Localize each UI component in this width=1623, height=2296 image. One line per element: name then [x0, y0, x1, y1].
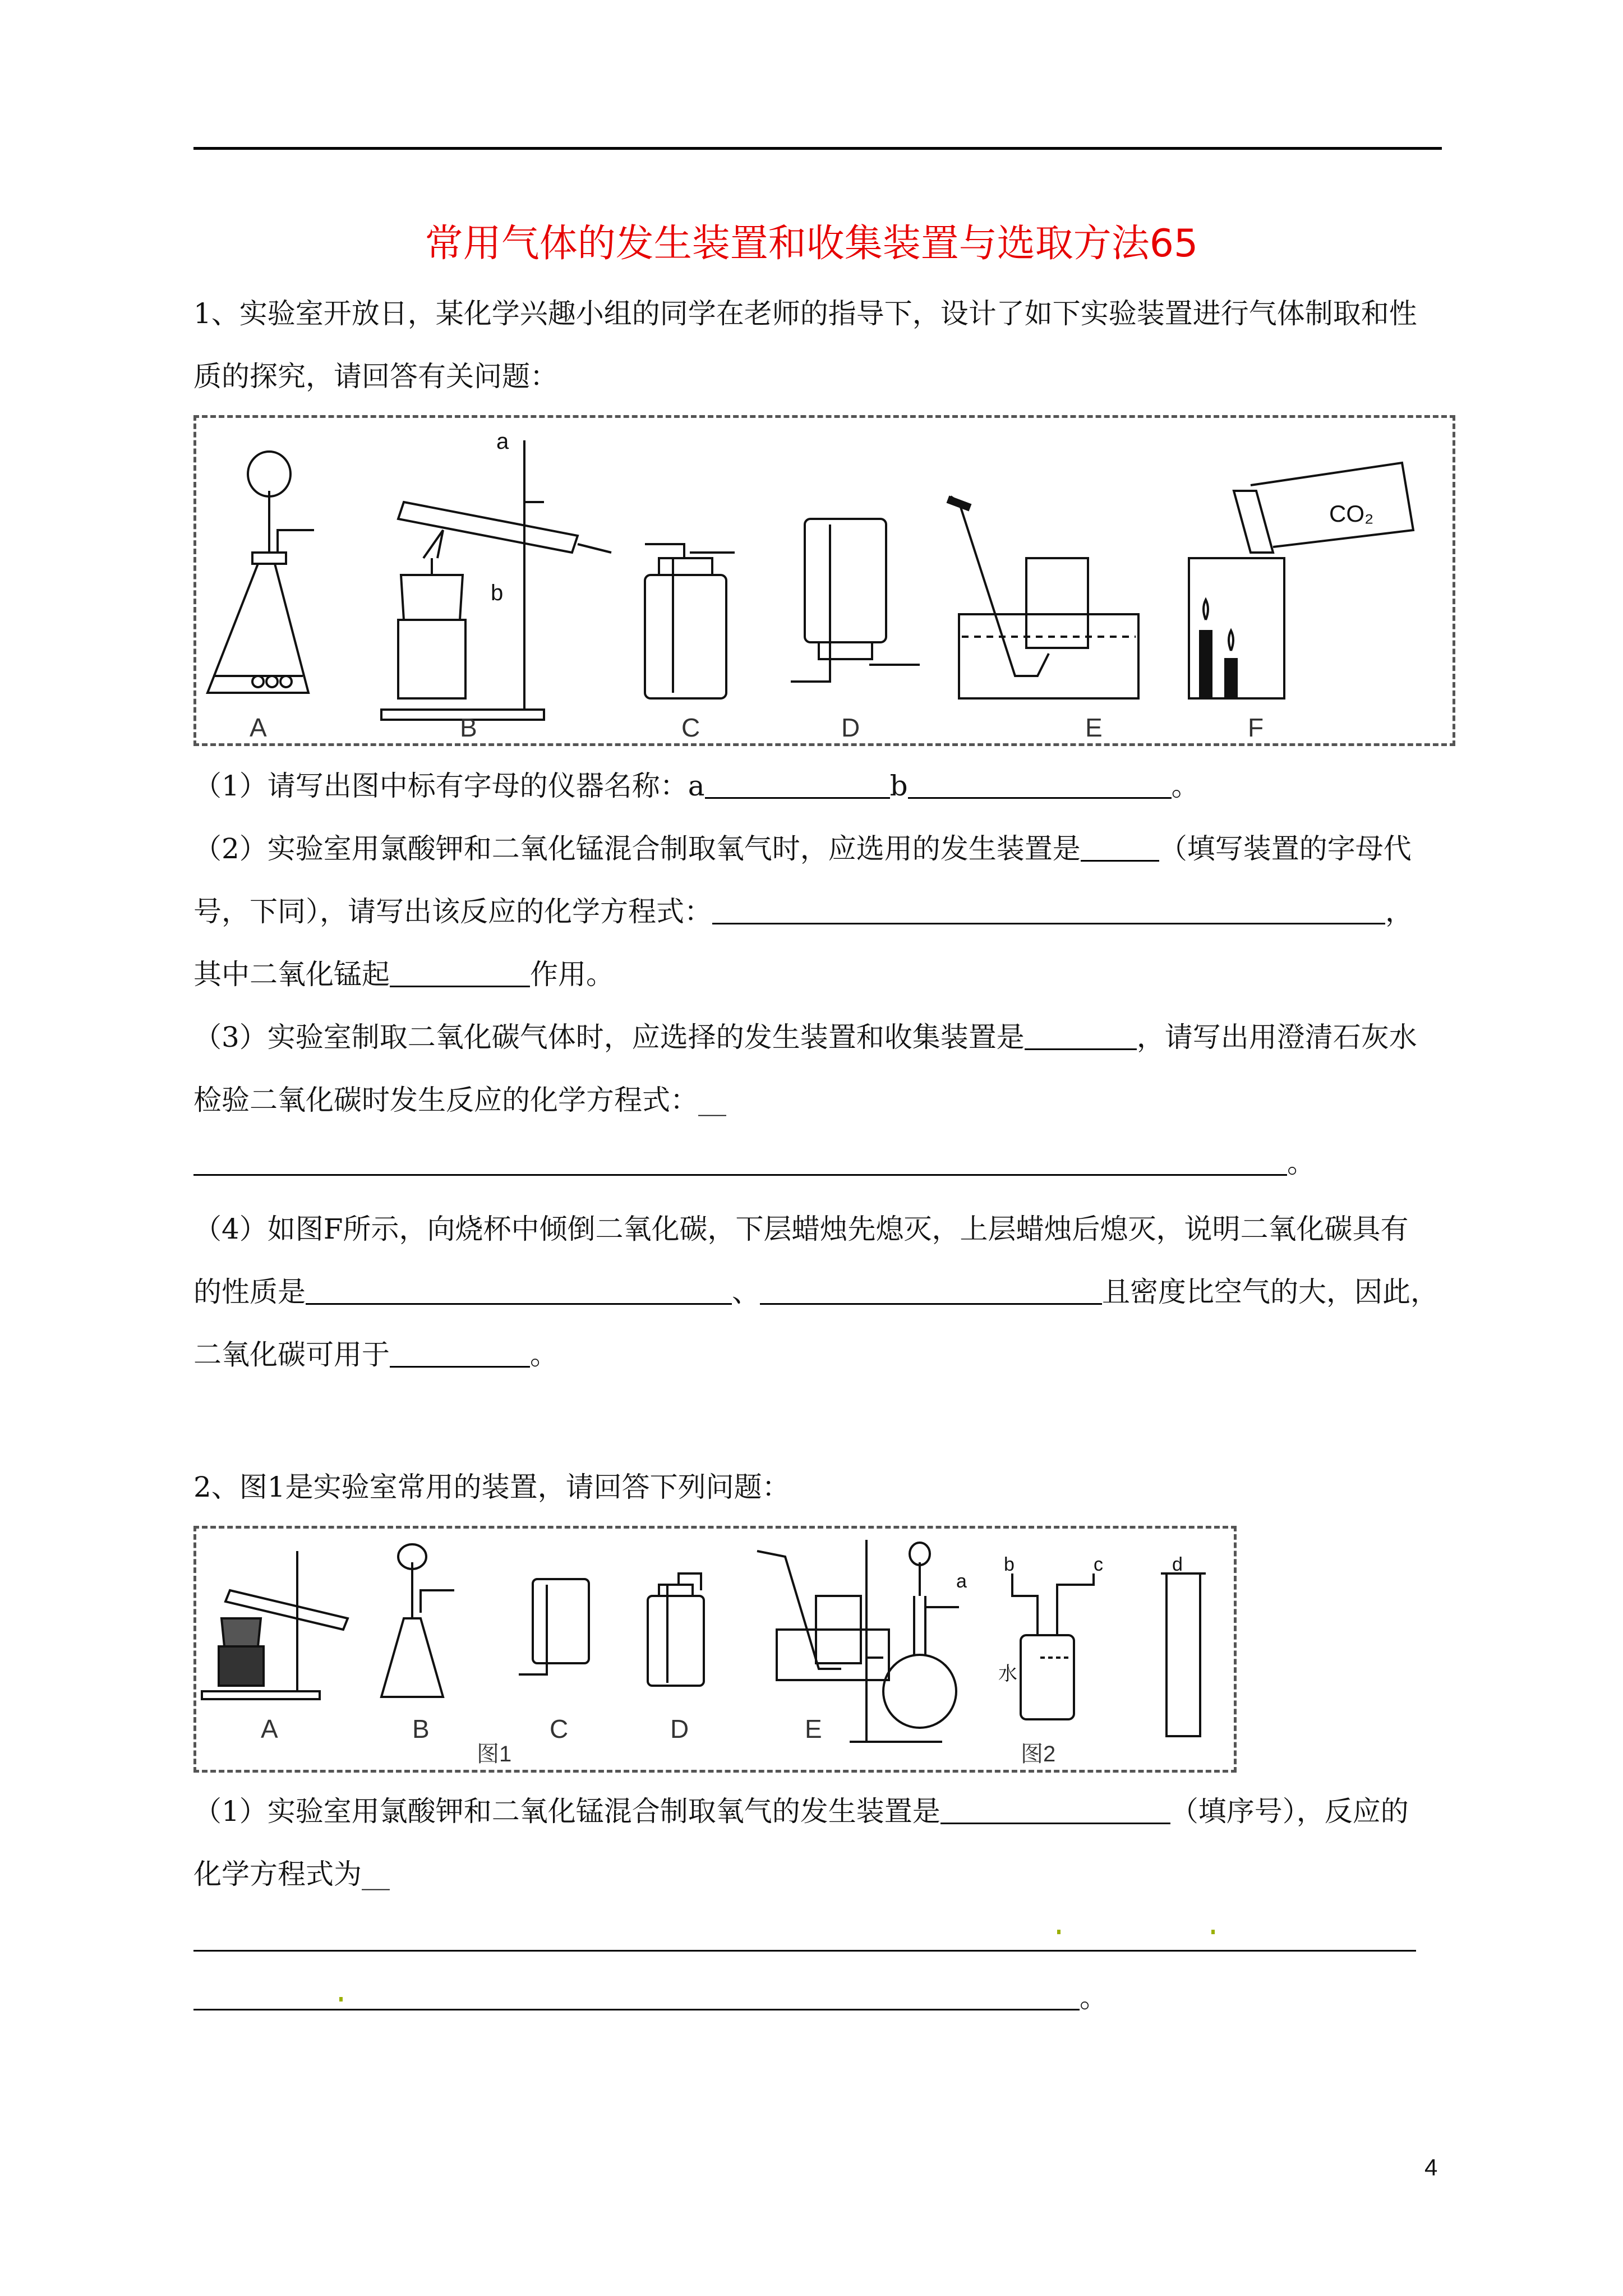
answer-blank-limewater-equation[interactable]	[193, 1146, 1287, 1176]
answer-blank-co2-use[interactable]	[390, 1338, 530, 1368]
q1-part2-line2-end: ，	[1385, 895, 1413, 928]
fig2-label-d: D	[670, 1714, 689, 1743]
marker-a: a	[496, 429, 509, 454]
fig1-label-d: D	[841, 713, 860, 742]
answer-blank-generator[interactable]	[1081, 832, 1159, 862]
q2-intro: 2、图1是实验室常用的装置，请回答下列问题：	[193, 1471, 790, 1503]
fig2-label-e: E	[805, 1714, 822, 1743]
marker-b: b	[491, 581, 504, 605]
fig2-marker-a: a	[956, 1571, 967, 1592]
q1-part4-line2	[193, 1274, 1438, 1309]
scan-speck	[1057, 1930, 1061, 1934]
q2-part1-line1	[193, 1794, 1409, 1829]
answer-blank-q2-generator[interactable]	[940, 1795, 1170, 1824]
page-title: 常用气体的发生装置和收集装置与选取方法65	[425, 222, 1198, 266]
fig1-label-c: C	[681, 713, 700, 742]
fig2-marker-b: b	[1004, 1554, 1015, 1575]
page-number: 4	[1424, 2154, 1438, 2180]
q1-part3-line3	[193, 1145, 1315, 1180]
q2-part1-text-end: （填序号），反应的	[1170, 1795, 1409, 1828]
q2-part1-line4-end: 。	[1080, 1981, 1108, 2014]
fig1-label-a: A	[250, 713, 267, 742]
figure-1-caption: 图1	[477, 1742, 512, 1766]
q1-part2-line2	[193, 894, 1413, 929]
q2-part1-text: （1）实验室用氯酸钾和二氧化锰混合制取氧气的发生装置是	[193, 1795, 940, 1828]
answer-blank-q2-equation[interactable]	[193, 1981, 1080, 2010]
figure-2-caption: 图2	[1021, 1742, 1056, 1766]
fig2-label-c: C	[550, 1714, 569, 1743]
co2-label: CO₂	[1329, 500, 1374, 527]
fig2-water-label: 水	[998, 1663, 1017, 1685]
q1-part1-b: b	[889, 770, 908, 802]
q1-part1-end: 。	[1171, 770, 1200, 802]
q1-part3-line2: 检验二氧化碳时发生反应的化学方程式：__	[193, 1084, 726, 1116]
q1-part2-line3-text: 其中二氧化锰起	[193, 958, 390, 991]
q1-part3-line1	[193, 1020, 1417, 1055]
scan-speck	[1211, 1930, 1215, 1934]
q1-part2-text-end: （填写装置的字母代	[1159, 832, 1412, 865]
q1-part1	[193, 769, 1200, 803]
q2-part1-line2: 化学方程式为__	[193, 1858, 390, 1890]
answer-line-q2-1[interactable]	[193, 1950, 1416, 1952]
q1-part4-line2-text: 的性质是	[193, 1276, 306, 1308]
fig2-label-a: A	[261, 1714, 278, 1743]
q1-part4-line3	[193, 1337, 558, 1372]
q1-part3-text: （3）实验室制取二氧化碳气体时，应选择的发生装置和收集装置是	[193, 1021, 1025, 1053]
answer-blank-equation-o2[interactable]	[712, 895, 1385, 924]
fig2-label-b: B	[412, 1714, 430, 1743]
q1-figure	[193, 415, 1455, 746]
q1-part4-line2-sep: 、	[732, 1276, 760, 1308]
fig2-marker-d: d	[1172, 1554, 1183, 1575]
q1-part3-text-end: ，请写出用澄清石灰水	[1136, 1021, 1417, 1053]
q1-apparatus-drawing	[196, 418, 1453, 743]
fig1-label-f: F	[1248, 713, 1264, 742]
answer-blank-a[interactable]	[705, 769, 890, 799]
fig2-marker-c: c	[1094, 1554, 1103, 1575]
q1-part2-line3	[193, 957, 614, 992]
q1-intro-line1: 1、实验室开放日，某化学兴趣小组的同学在老师的指导下，设计了如下实验装置进行气体制取和性	[193, 297, 1417, 330]
q2-part1-line4	[193, 1980, 1108, 2015]
q1-part4-line3-text: 二氧化碳可用于	[193, 1338, 390, 1371]
answer-blank-co2-apparatus[interactable]	[1025, 1020, 1137, 1050]
fig1-label-b: B	[460, 713, 477, 742]
answer-blank-property-2[interactable]	[760, 1275, 1102, 1305]
q2-apparatus-drawing	[196, 1529, 1234, 1770]
q1-part1-text: （1）请写出图中标有字母的仪器名称：a	[193, 770, 705, 802]
q1-part2-line1	[193, 831, 1412, 866]
q1-part2-line2-text: 号，下同），请写出该反应的化学方程式：	[193, 895, 712, 928]
q1-part2-line3-end: 作用。	[530, 958, 614, 991]
q1-part3-line3-end: 。	[1287, 1147, 1315, 1179]
q1-part4-line1: （4）如图F所示，向烧杯中倾倒二氧化碳，下层蜡烛先熄灭，上层蜡烛后熄灭，说明二氧化碳具有	[193, 1213, 1409, 1245]
answer-blank-b[interactable]	[908, 769, 1172, 799]
answer-blank-mno2-role[interactable]	[390, 958, 530, 987]
header-rule	[193, 147, 1442, 150]
q2-figure	[193, 1526, 1237, 1773]
q1-part4-line3-end: 。	[530, 1338, 558, 1371]
q1-part4-line2-end: 且密度比空气的大，因此，	[1102, 1276, 1438, 1308]
q1-part2-text: （2）实验室用氯酸钾和二氧化锰混合制取氧气时，应选用的发生装置是	[193, 832, 1081, 865]
q1-intro-line2: 质的探究，请回答有关问题：	[193, 360, 558, 393]
answer-blank-property-1[interactable]	[306, 1275, 732, 1305]
fig1-label-e: E	[1085, 713, 1103, 742]
scan-speck	[339, 1997, 343, 2001]
